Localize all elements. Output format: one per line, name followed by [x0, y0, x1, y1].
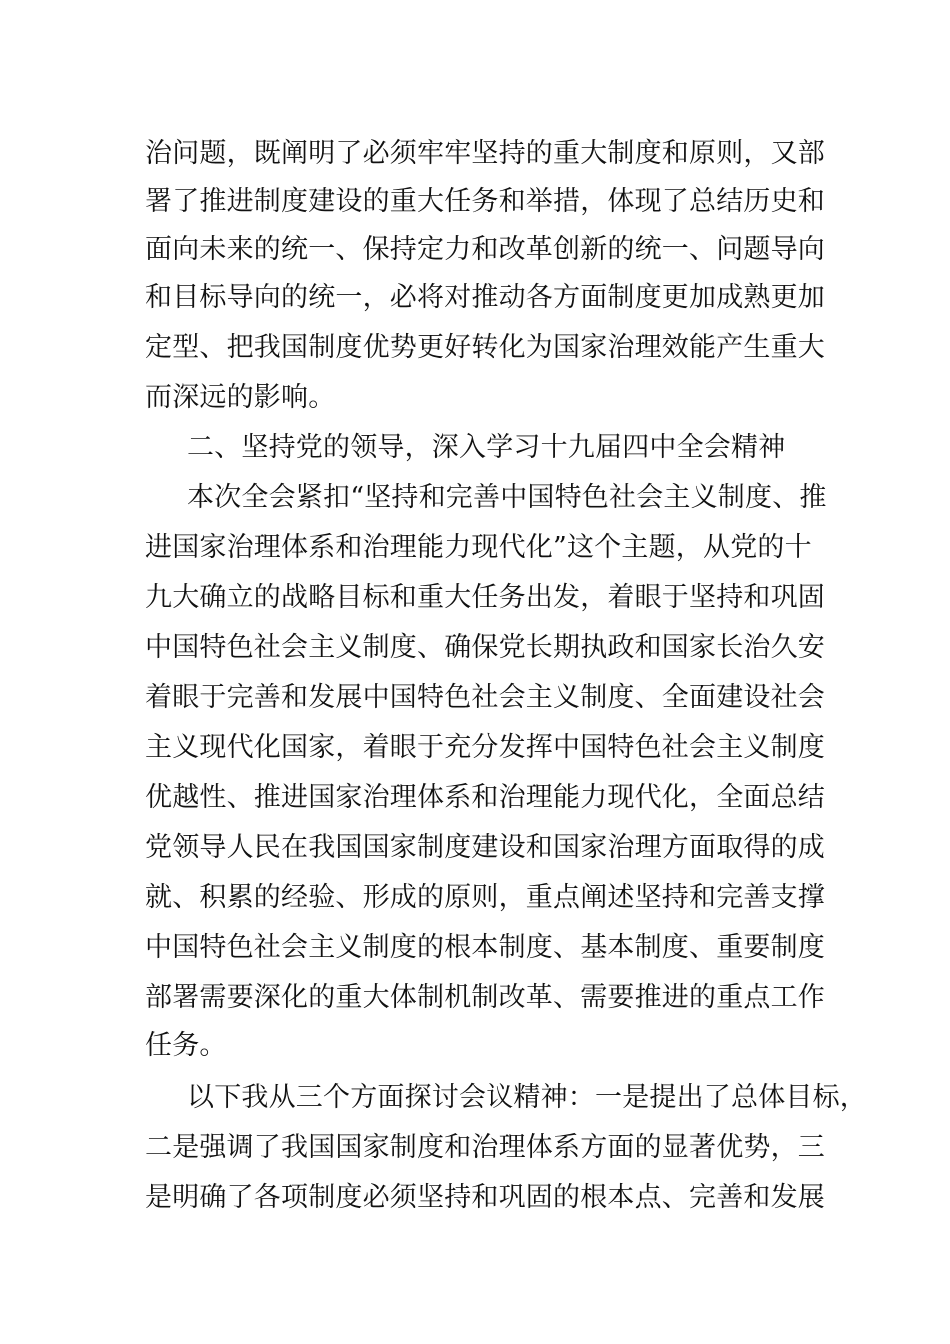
text-line: 二是强调了我国国家制度和治理体系方面的显著优势，三	[145, 1132, 825, 1163]
text-line: 着眼于完善和发展中国特色社会主义制度、全面建设社会	[145, 682, 825, 713]
text-line: 治问题，既阐明了必须牢牢坚持的重大制度和原则，又部	[145, 138, 825, 169]
text-line: 优越性、推进国家治理体系和治理能力现代化，全面总结	[145, 782, 825, 813]
text-line: 定型、把我国制度优势更好转化为国家治理效能产生重大	[145, 332, 825, 363]
text-line: 进国家治理体系和治理能力现代化”这个主题，从党的十	[145, 532, 812, 563]
section-heading: 二、坚持党的领导，深入学习十九届四中全会精神	[187, 432, 786, 463]
text-line: 中国特色社会主义制度的根本制度、基本制度、重要制度	[145, 932, 825, 963]
text-line: 以下我从三个方面探讨会议精神：一是提出了总体目标，	[187, 1082, 867, 1113]
text-line: 署了推进制度建设的重大任务和举措，体现了总结历史和	[145, 186, 825, 217]
text-line: 中国特色社会主义制度、确保党长期执政和国家长治久安	[145, 632, 825, 663]
text-line: 而深远的影响。	[145, 382, 336, 413]
text-line: 面向未来的统一、保持定力和改革创新的统一、问题导向	[145, 234, 825, 265]
text-line: 主义现代化国家，着眼于充分发挥中国特色社会主义制度	[145, 732, 825, 763]
text-line: 就、积累的经验、形成的原则，重点阐述坚持和完善支撑	[145, 882, 825, 913]
text-line: 是明确了各项制度必须坚持和巩固的根本点、完善和发展	[145, 1182, 825, 1213]
text-line: 九大确立的战略目标和重大任务出发，着眼于坚持和巩固	[145, 582, 825, 613]
text-line: 部署需要深化的重大体制机制改革、需要推进的重点工作	[145, 982, 825, 1013]
text-line: 党领导人民在我国国家制度建设和国家治理方面取得的成	[145, 832, 825, 863]
text-line: 和目标导向的统一，必将对推动各方面制度更加成熟更加	[145, 282, 825, 313]
text-line: 任务。	[145, 1030, 227, 1061]
text-line: 本次全会紧扣“坚持和完善中国特色社会主义制度、推	[187, 482, 827, 513]
